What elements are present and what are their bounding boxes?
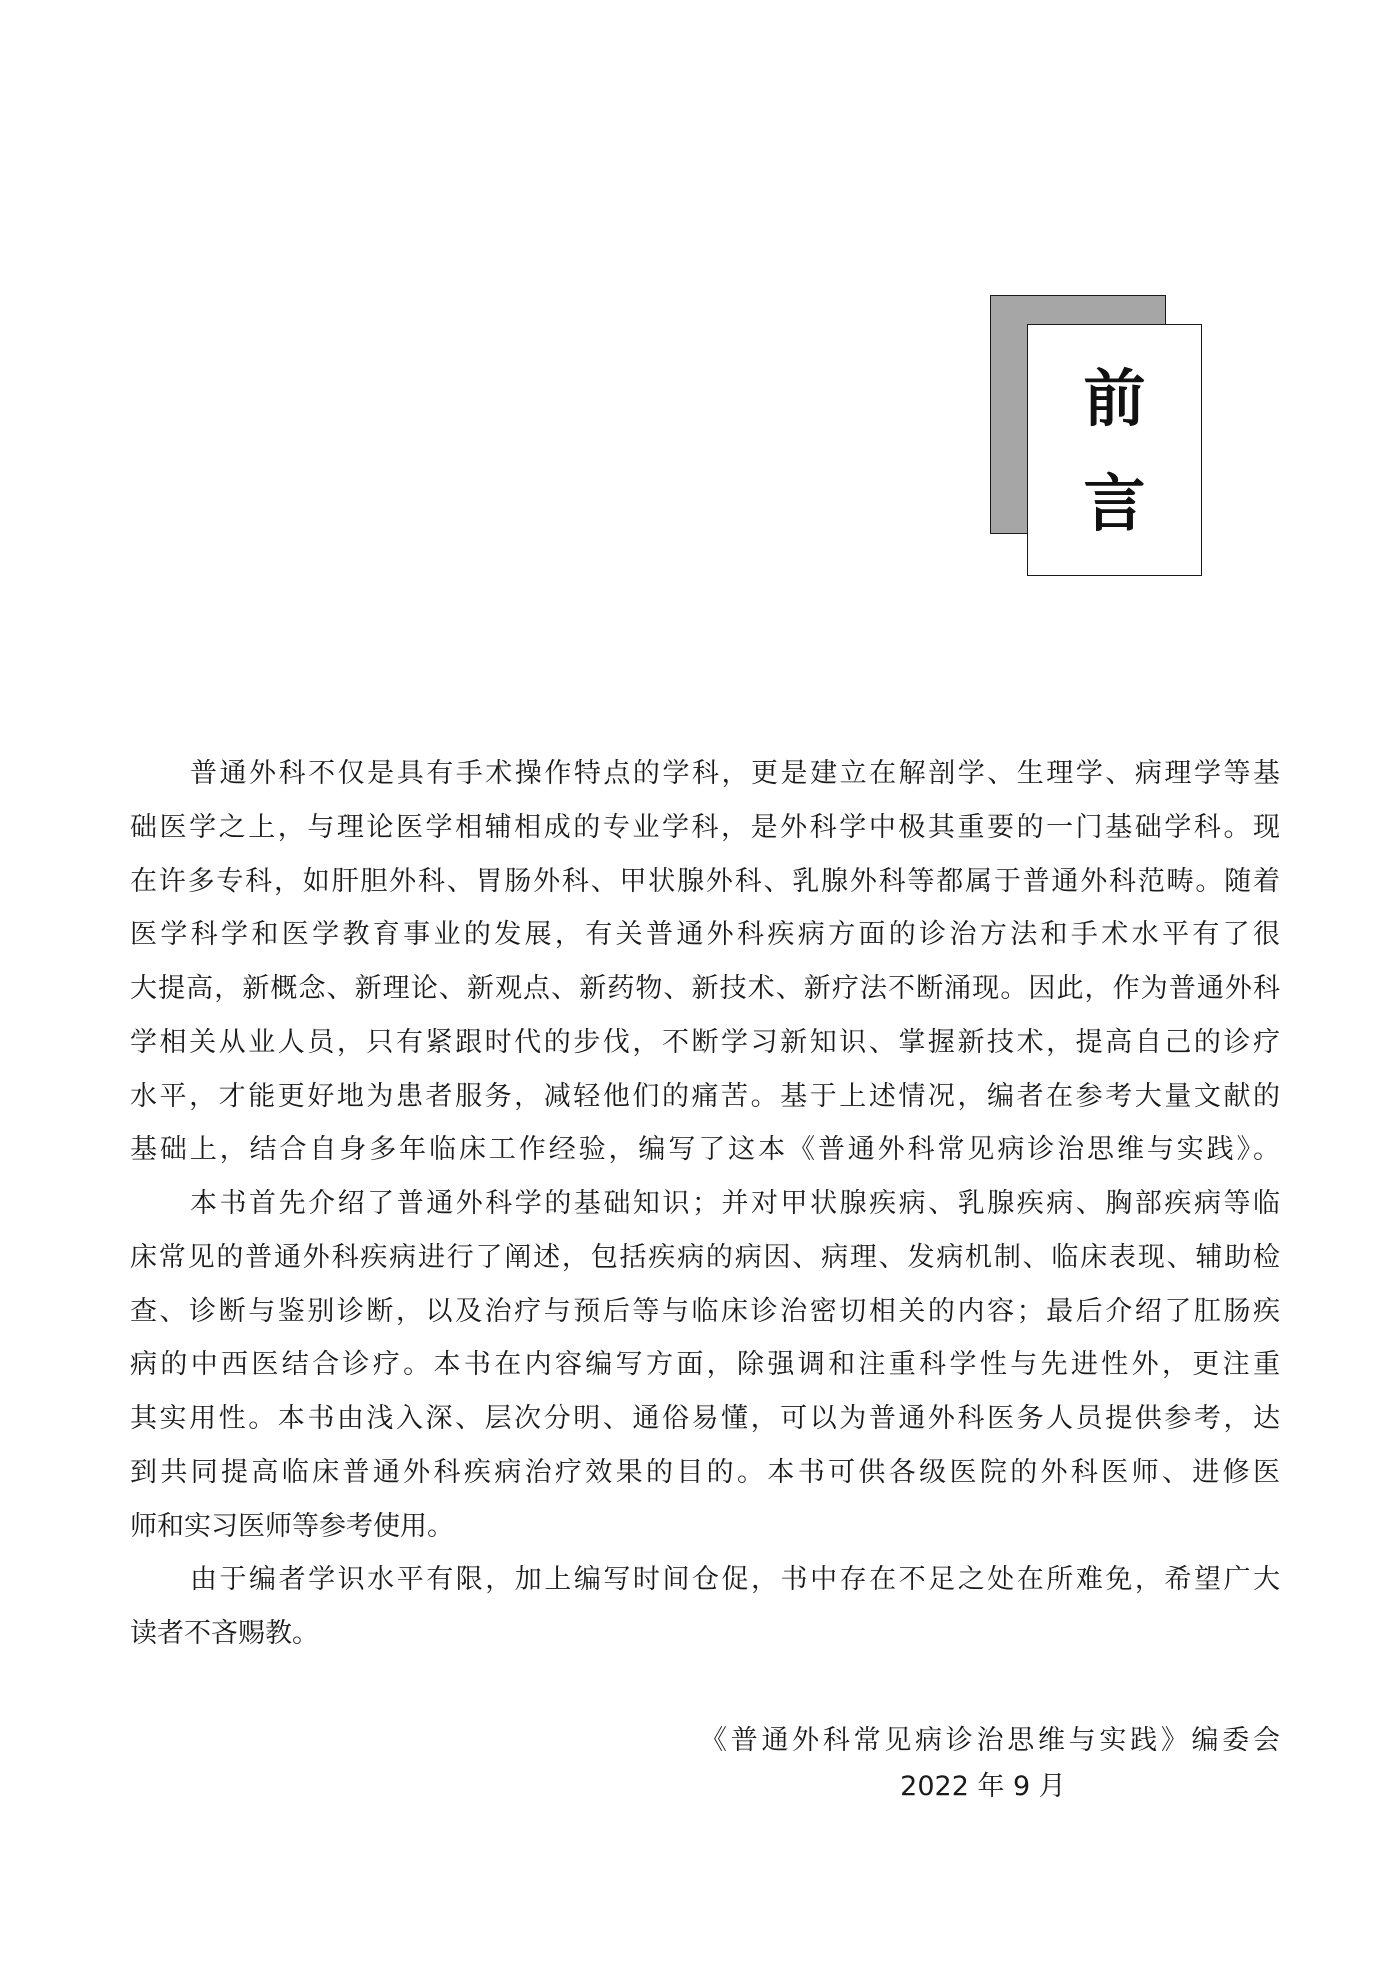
preface-body [130, 747, 1280, 1661]
text-line: 床常见的普通外科疾病进行了阐述，包括疾病的病因、病理、发病机制、临床表现、辅助检 [130, 1241, 1280, 1273]
text-line: 普通外科不仅是具有手术操作特点的学科，更是建立在解剖学、生理学、病理学等基 [190, 758, 1280, 789]
text-line: 病的中西医结合诊疗。本书在内容编写方面，除强调和注重科学性与先进性外，更注重 [130, 1349, 1280, 1381]
text-line: 到共同提高临床普通外科疾病治疗效果的目的。本书可供各级医院的外科医师、进修医 [130, 1456, 1280, 1488]
text-line: 础医学之上，与理论医学相辅相成的专业学科，是外科学中极其重要的一门基础学科。现 [130, 811, 1280, 843]
text-line: 水平，才能更好地为患者服务，减轻他们的痛苦。基于上述情况，编者在参考大量文献的 [130, 1080, 1280, 1112]
text-line: 学相关从业人员，只有紧跟时代的步伐，不断学习新知识、掌握新技术，提高自己的诊疗 [130, 1026, 1280, 1058]
editorial-board-signature: 《普通外科常见病诊治思维与实践》编委会 [700, 1725, 1280, 1756]
text-line: 本书首先介绍了普通外科学的基础知识；并对甲状腺疾病、乳腺疾病、胸部疾病等临 [190, 1188, 1280, 1219]
text-line: 查、诊断与鉴别诊断，以及治疗与预后等与临床诊治密切相关的内容；最后介绍了肛肠疾 [130, 1295, 1280, 1327]
page-title-char-2: 言 [1083, 467, 1146, 540]
text-line: 大提高，新概念、新理论、新观点、新药物、新技术、新疗法不断涌现。因此，作为普通外科 [130, 973, 1280, 1004]
text-line: 其实用性。本书由浅入深、层次分明、通俗易懂，可以为普通外科医务人员提供参考，达 [130, 1403, 1280, 1434]
text-line: 在许多专科，如肝胆外科、胃肠外科、甲状腺外科、乳腺外科等都属于普通外科范畴。随着 [130, 865, 1280, 897]
text-line: 师和实习医师等参考使用。 [130, 1510, 454, 1542]
text-line: 基础上，结合自身多年临床工作经验，编写了这本《普通外科常见病诊治思维与实践》。 [130, 1134, 1280, 1166]
signature-date: 2022 年 9 月 [900, 1771, 1066, 1802]
text-line: 由于编者学识水平有限，加上编写时间仓促，书中存在不足之处在所难免，希望广大 [190, 1564, 1280, 1596]
text-line: 医学科学和医学教育事业的发展，有关普通外科疾病方面的诊治方法和手术水平有了很 [130, 919, 1280, 951]
text-line: 读者不吝赐教。 [130, 1618, 319, 1649]
page-title-char-1: 前 [1083, 362, 1146, 435]
title-box [1027, 324, 1202, 576]
